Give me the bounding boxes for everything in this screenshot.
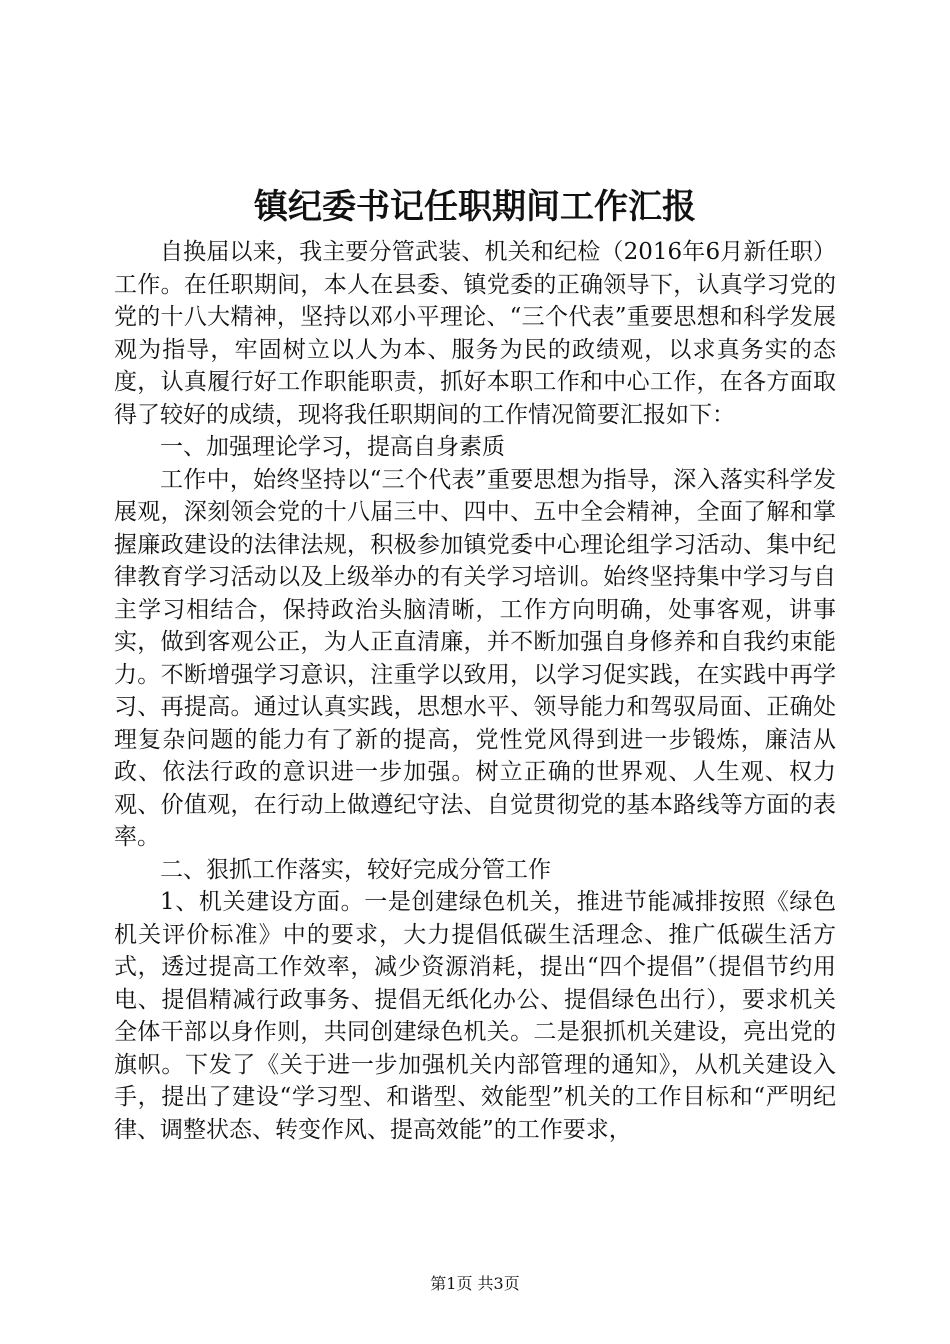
section-heading-1: 一、加强理论学习，提高自身素质 <box>160 434 505 460</box>
document-body <box>114 236 836 1146</box>
page-title: 镇纪委书记任职期间工作汇报 <box>254 187 696 227</box>
paragraph-intro: 自换届以来，我主要分管武装、机关和纪检（2016年6月新任职）工作。在任职期间，本人在县委、镇党委的正确领导下，认真学习党的党的十八大精神，坚持以邓小平理论、“三个代表”重要思想和科学发展观为指导，牢固树立以人为本、服务为民的政绩观，以求真务实的态度，认真履行好工作职能职责，抓好本职工作和中心工作，在各方面取得了较好的成绩，现将我任职期间的工作情况简要汇报如下： <box>114 239 836 428</box>
paragraph-office-building: 1、机关建设方面。一是创建绿色机关，推进节能减排按照《绿色机关评价标准》中的要求，大力提倡低碳生活理念、推广低碳生活方式，透过提高工作效率，减少资源消耗，提出“四个提倡”（提倡节约用电、提倡精减行政事务、提倡无纸化办公、提倡绿色出行），要求机关全体干部以身作则，共同创建绿色机关。二是狠抓机关建设，亮出党的旗帜。下发了《关于进一步加强机关内部管理的通知》，从机关建设入手，提出了建设“学习型、和谐型、效能型”机关的工作目标和“严明纪律、调整状态、转变作风、提高效能”的工作要求， <box>114 889 836 1143</box>
page-footer: 第1页 共3页 <box>430 1274 520 1293</box>
paragraph-theory-study: 工作中，始终坚持以“三个代表”重要思想为指导，深入落实科学发展观，深刻领会党的十八届三中、四中、五中全会精神，全面了解和掌握廉政建设的法律法规，积极参加镇党委中心理论组学习活动、集中纪律教育学习活动以及上级举办的有关学习培训。始终坚持集中学习与自主学习相结合，保持政治头脑清晰，工作方向明确，处事客观，讲事实，做到客观公正，为人正直清廉，并不断加强自身修养和自我约束能力。不断增强学习意识，注重学以致用，以学习促实践，在实践中再学习、再提高。通过认真实践，思想水平、领导能力和驾驭局面、正确处理复杂问题的能力有了新的提高，党性党风得到进一步锻炼，廉洁从政、依法行政的意识进一步加强。树立正确的世界观、人生观、权力观、价值观，在行动上做遵纪守法、自觉贯彻党的基本路线等方面的表率。 <box>114 466 836 850</box>
section-heading-2: 二、狠抓工作落实，较好完成分管工作 <box>160 856 551 883</box>
